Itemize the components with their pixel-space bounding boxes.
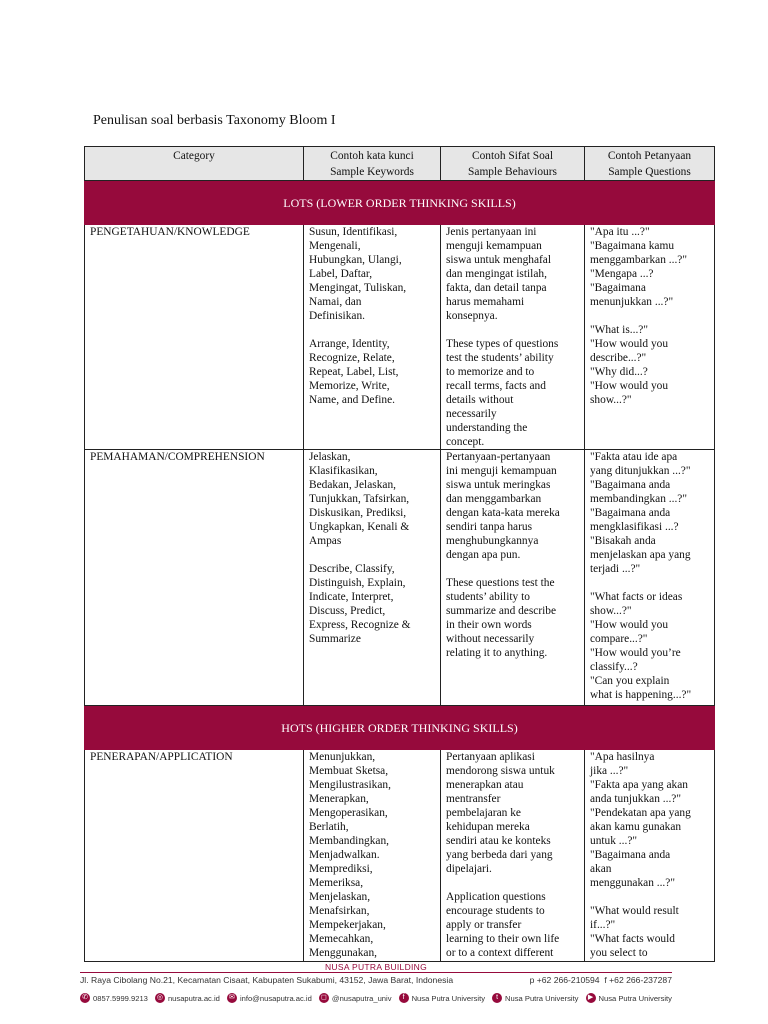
- footer-contacts: [80, 993, 672, 1003]
- behaviour-id: Pertanyaan-pertanyaan ini menguji kemampuan siswa untuk meringkas dan menggambarkan dengan kata-kata mereka sendiri tanpa harus menghubungkannya dengan apa pun.: [446, 451, 560, 561]
- footer-contact-email[interactable]: [227, 993, 312, 1003]
- hots-band-row: [85, 706, 715, 750]
- questions-cell: [585, 750, 715, 962]
- category-label: PENGETAHUAN/KNOWLEDGE: [90, 226, 250, 238]
- contact-text: nusaputra.ac.id: [167, 993, 220, 1003]
- header-behaviours-en: Sample Behaviours: [468, 166, 557, 178]
- behaviour-en: These types of questions test the students’ ability to memorize and to recall terms, facts and details without necessarily understanding the concept.: [446, 338, 559, 448]
- footer-address: Jl. Raya Cibolang No.21, Kecamatan Cisaat, Kabupaten Sukabumi, 43152, Jawa Barat, Indonesia: [80, 975, 454, 985]
- footer-contact-twitter[interactable]: [492, 993, 578, 1003]
- behaviour-cell: [441, 225, 585, 450]
- questions-id: "Apa hasilnya jika ...?" "Fakta apa yang akan anda tunjukkan ...?" "Pendekatan apa yang akan kamu gunakan untuk ...?" "Bagaimana anda akan menggunakan ...?": [590, 751, 691, 889]
- instagram-icon: ◻: [319, 993, 329, 1003]
- header-keywords-en: Sample Keywords: [330, 166, 414, 178]
- questions-cell: [585, 450, 715, 706]
- category-cell: [85, 750, 304, 962]
- keywords-cell: [304, 750, 441, 962]
- footer-contact-whatsapp[interactable]: [80, 993, 148, 1003]
- globe-icon: ◎: [156, 994, 163, 1001]
- keywords-en: Arrange, Identity, Recognize, Relate, Repeat, Label, List, Memorize, Write, Name, and Define.: [309, 338, 399, 406]
- keywords-id: Menunjukkan, Membuat Sketsa, Mengilustrasikan, Menerapkan, Mengoperasikan, Berlatih, Membandingkan, Menjadwalkan. Memprediksi, Memeriksa, Menjelaskan, Menafsirkan, Mempekerjakan, Memecahkan, Menggunakan,: [309, 751, 391, 959]
- category-cell: [85, 450, 304, 706]
- keywords-id: Susun, Identifikasi, Mengenali, Hubungkan, Ulangi, Label, Daftar, Mengingat, Tuliskan, Namai, dan Definisikan.: [309, 226, 407, 322]
- header-questions-id: Contoh Petanyaan: [607, 150, 692, 162]
- footer-fax: f +62 266-237287: [604, 975, 672, 985]
- category-label: PEMAHAMAN/COMPREHENSION: [90, 451, 265, 463]
- questions-id: "Fakta atau ide apa yang ditunjukkan ...?" "Bagaimana anda membandingkan ...?" "Bagaimana anda mengklasifikasi ...? "Bisakah anda menjelaskan apa yang terjadi ...?": [590, 451, 691, 575]
- header-keywords-id: Contoh kata kunci: [330, 150, 414, 162]
- behaviour-id: Pertanyaan aplikasi mendorong siswa untuk menerapkan atau mentransfer pembelajaran ke kehidupan mereka sendiri atau ke konteks yang berbeda dari yang dipelajari.: [446, 751, 555, 875]
- keywords-id: Jelaskan, Klasifikasikan, Bedakan, Jelaskan, Tunjukkan, Tafsirkan, Diskusikan, Prediksi, Ungkapkan, Kenali & Ampas: [309, 451, 410, 547]
- contact-text: Nusa Putra University: [411, 993, 485, 1003]
- contact-text: Nusa Putra University: [505, 993, 579, 1003]
- table-row: [85, 225, 715, 450]
- bloom-taxonomy-table: [84, 146, 715, 962]
- keywords-cell: [304, 450, 441, 706]
- questions-id: "Apa itu ...?" "Bagaimana kamu menggambarkan ...?" "Mengapa ...? "Bagaimana menunjukkan ...?": [590, 226, 688, 308]
- questions-en: "What is...?" "How would you describe...?" "Why did...? "How would you show...?": [590, 324, 669, 406]
- lots-band-row: [85, 181, 715, 225]
- keywords-cell: [304, 225, 441, 450]
- footer-contact-facebook[interactable]: [399, 993, 485, 1003]
- behaviour-en: Application questions encourage students to apply or transfer learning to their own life or to a context different: [446, 891, 560, 959]
- table-header-row: [85, 147, 715, 181]
- keywords-en: Describe, Classify, Distinguish, Explain, Indicate, Interpret, Discuss, Predict, Express, Recognize & Summarize: [309, 563, 411, 645]
- contact-text: @nusaputra_univ: [331, 993, 392, 1003]
- footer-contact-instagram[interactable]: [319, 993, 392, 1003]
- contact-text: Nusa Putra University: [598, 993, 672, 1003]
- table-row: [85, 750, 715, 962]
- footer-contact-youtube[interactable]: [586, 993, 672, 1003]
- twitter-icon: t: [492, 993, 502, 1003]
- contact-text: info@nusaputra.ac.id: [239, 993, 312, 1003]
- table-row: [85, 450, 715, 706]
- header-keywords: [304, 147, 441, 181]
- whatsapp-icon: ✆: [80, 993, 90, 1003]
- header-questions: [585, 147, 715, 181]
- lots-band: LOTS (LOWER ORDER THINKING SKILLS): [85, 181, 715, 225]
- header-behaviours-id: Contoh Sifat Soal: [471, 150, 553, 162]
- header-questions-en: Sample Questions: [608, 166, 691, 178]
- questions-en: "What would result if...?" "What facts would you select to: [590, 905, 679, 959]
- category-cell: [85, 225, 304, 450]
- behaviour-cell: [441, 750, 585, 962]
- header-category-label: Category: [173, 150, 215, 162]
- contact-text: 0857.5999.9213: [93, 993, 148, 1003]
- footer-contact-web[interactable]: [155, 993, 220, 1003]
- document-title: Penulisan soal berbasis Taxonomy Bloom I: [93, 113, 336, 128]
- footer-address-line: [80, 972, 672, 985]
- footer-phone: p +62 266-210594: [529, 975, 600, 985]
- category-label: PENERAPAN/APPLICATION: [90, 751, 233, 763]
- hots-band: HOTS (HIGHER ORDER THINKING SKILLS): [85, 706, 715, 750]
- behaviour-en: These questions test the students’ ability to summarize and describe in their own words without necessarily relating it to anything.: [446, 577, 557, 659]
- header-category: [85, 147, 304, 181]
- questions-en: "What facts or ideas show...?" "How would you compare...?" "How would you’re classify...? "Can you explain what is happening...?": [590, 591, 692, 701]
- footer-phones: [530, 975, 672, 985]
- mail-icon: ✉: [227, 993, 237, 1003]
- header-behaviours: [441, 147, 585, 181]
- questions-cell: [585, 225, 715, 450]
- page-footer: [80, 962, 672, 1003]
- behaviour-cell: [441, 450, 585, 706]
- behaviour-id: Jenis pertanyaan ini menguji kemampuan siswa untuk menghafal dan mengingat istilah, fakta, dan detail tanpa harus memahami konsepnya.: [446, 226, 552, 322]
- facebook-icon: f: [399, 993, 409, 1003]
- youtube-icon: ▶: [586, 993, 596, 1003]
- footer-building: NUSA PUTRA BUILDING: [324, 962, 428, 972]
